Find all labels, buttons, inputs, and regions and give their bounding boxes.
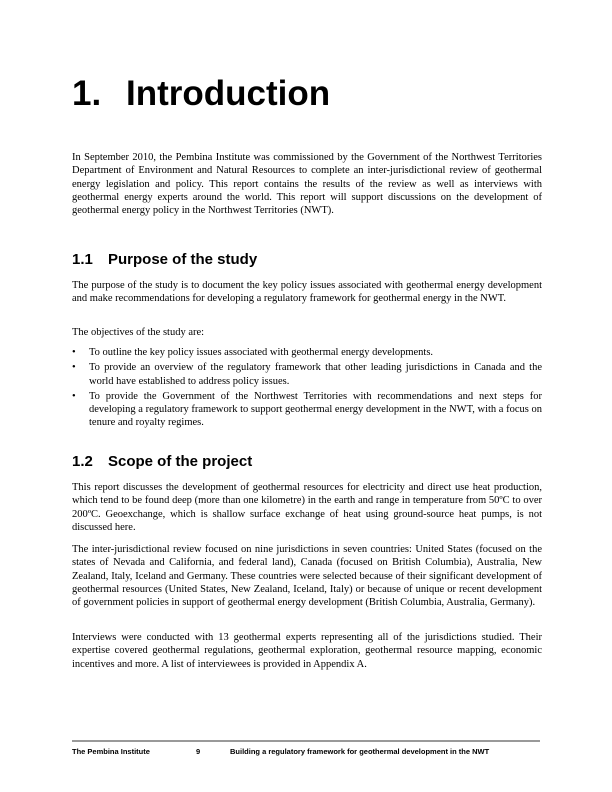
- section-heading-scope: [72, 452, 252, 472]
- objective-text: To provide the Government of the Northwest Territories with recommendations and next steps for developing a regulatory framework to support geothermal energy development in the NWT, with a focus on tenure and royalty regimes.: [89, 390, 542, 429]
- bullet-icon: •: [72, 347, 76, 358]
- chapter-title: Introduction: [126, 74, 331, 113]
- objectives-list: [72, 346, 542, 432]
- footer-divider: [72, 740, 540, 742]
- list-item: [72, 361, 542, 388]
- bullet-icon: •: [72, 362, 76, 374]
- footer-organization: The Pembina Institute: [72, 747, 150, 756]
- chapter-number: 1.: [72, 74, 102, 113]
- objectives-intro: The objectives of the study are:: [72, 327, 205, 338]
- section-number: 1.1: [72, 251, 93, 268]
- purpose-paragraph: The purpose of the study is to document the key policy issues associated with geothermal energy development and make recommendations for developing a regulatory framework for geothermal energy in the NWT.: [72, 280, 542, 305]
- list-item: [72, 346, 542, 359]
- bullet-icon: •: [72, 390, 76, 402]
- objective-text: To provide an overview of the regulatory framework that other leading jurisdictions in Canada and the world have established to address policy issues.: [89, 362, 542, 387]
- list-item: [72, 390, 542, 430]
- chapter-heading: [72, 70, 330, 118]
- scope-paragraph: Interviews were conducted with 13 geothermal experts representing all of the jurisdictions studied. Their expertise covered geothermal regulations, geothermal exploration, geothermal resource mapping, economic incentives and more. A list of interviewees is provided in Appendix A.: [72, 632, 542, 670]
- footer-report-title: Building a regulatory framework for geothermal development in the NWT: [230, 747, 490, 756]
- section-title: Scope of the project: [108, 453, 253, 470]
- intro-paragraph: In September 2010, the Pembina Institute was commissioned by the Government of the Northwest Territories Department of Environment and Natural Resources to complete an inter-jurisdictional review of geothermal energy legislation and policy. This report contains the results of the review as well as interviews with geothermal energy experts around the world. This report will support discussions on the development of geothermal energy policy in the Northwest Territories (NWT).: [72, 152, 542, 217]
- scope-paragraph: The inter-jurisdictional review focused on nine jurisdictions in seven countries: United States (focused on the states of Nevada and California, and federal land), Canada (focused on British Columbia), Australia, New Zealand, Italy, Iceland and Germany. These countries were selected because of their significant development of geothermal resources (United States, New Zealand, Iceland, Italy) or because of unique or recent development of government policies in support of geothermal energy development (British Columbia, Australia, Germany).: [72, 544, 542, 609]
- section-title: Purpose of the study: [108, 251, 258, 268]
- section-heading-purpose: [72, 250, 257, 270]
- scope-paragraph: This report discusses the development of geothermal resources for electricity and direct use heat production, which tend to be found deep (more than one kilometre) in the earth and range in temperature from 50ºC to over 200ºC. Geoexchange, which is shallow surface exchange of heat using ground-source heat pumps, is not discussed here.: [72, 482, 542, 533]
- footer-page-number: 9: [196, 747, 201, 756]
- objective-text: To outline the key policy issues associated with geothermal energy developments.: [89, 347, 434, 358]
- section-number: 1.2: [72, 453, 93, 470]
